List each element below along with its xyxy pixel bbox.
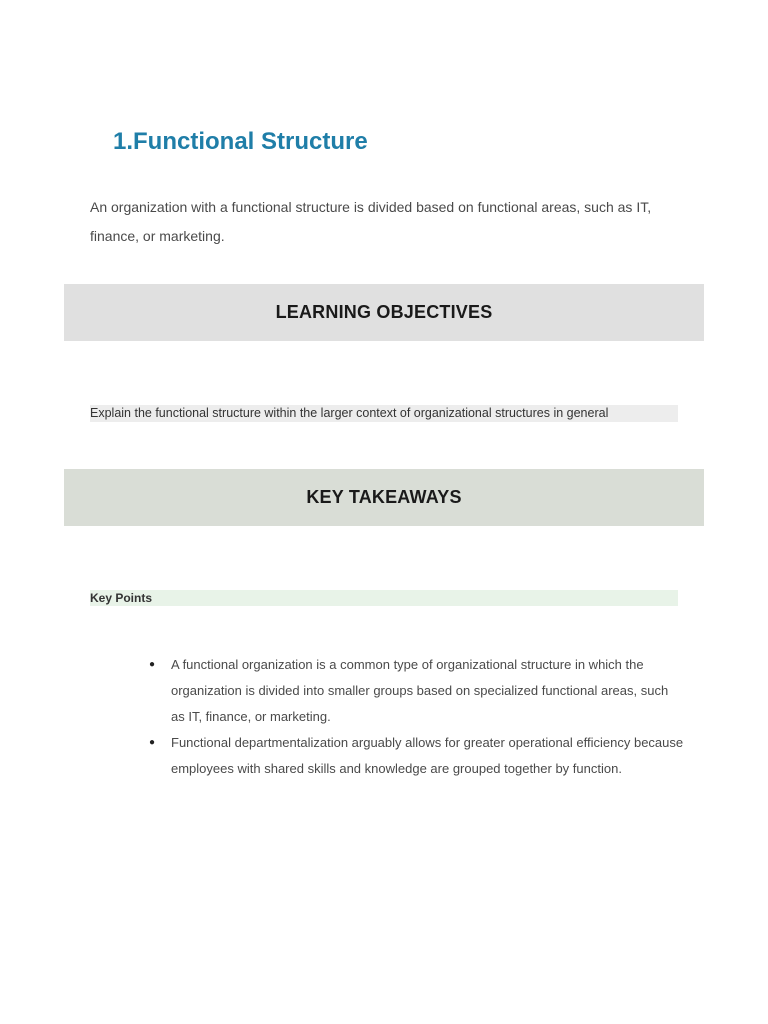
learning-objectives-banner: [64, 284, 704, 341]
key-points-heading: Key Points: [90, 590, 678, 606]
bullet-icon: ●: [149, 737, 156, 748]
learning-objectives-heading: LEARNING OBJECTIVES: [275, 302, 493, 322]
key-points-list: [145, 652, 685, 782]
section-title: 1.Functional Structure: [113, 128, 368, 155]
bullet-icon: ●: [149, 659, 156, 670]
list-item: [145, 652, 685, 730]
list-item: [145, 730, 685, 782]
key-takeaways-banner: [64, 469, 704, 526]
key-takeaways-heading: KEY TAKEAWAYS: [306, 487, 462, 507]
list-item-text: Functional departmentalization arguably allows for greater operational efficiency because employees with shared skills and knowledge are grouped together by function.: [171, 735, 684, 776]
list-item-text: A functional organization is a common type of organizational structure in which the organization is divided into smaller groups based on specialized functional areas, such as IT, finance, or marketing.: [171, 657, 669, 724]
intro-paragraph: An organization with a functional structure is divided based on functional areas, such as IT, finance, or marketing.: [90, 199, 652, 244]
learning-objective-text: Explain the functional structure within the larger context of organizational structures in general: [90, 405, 678, 422]
